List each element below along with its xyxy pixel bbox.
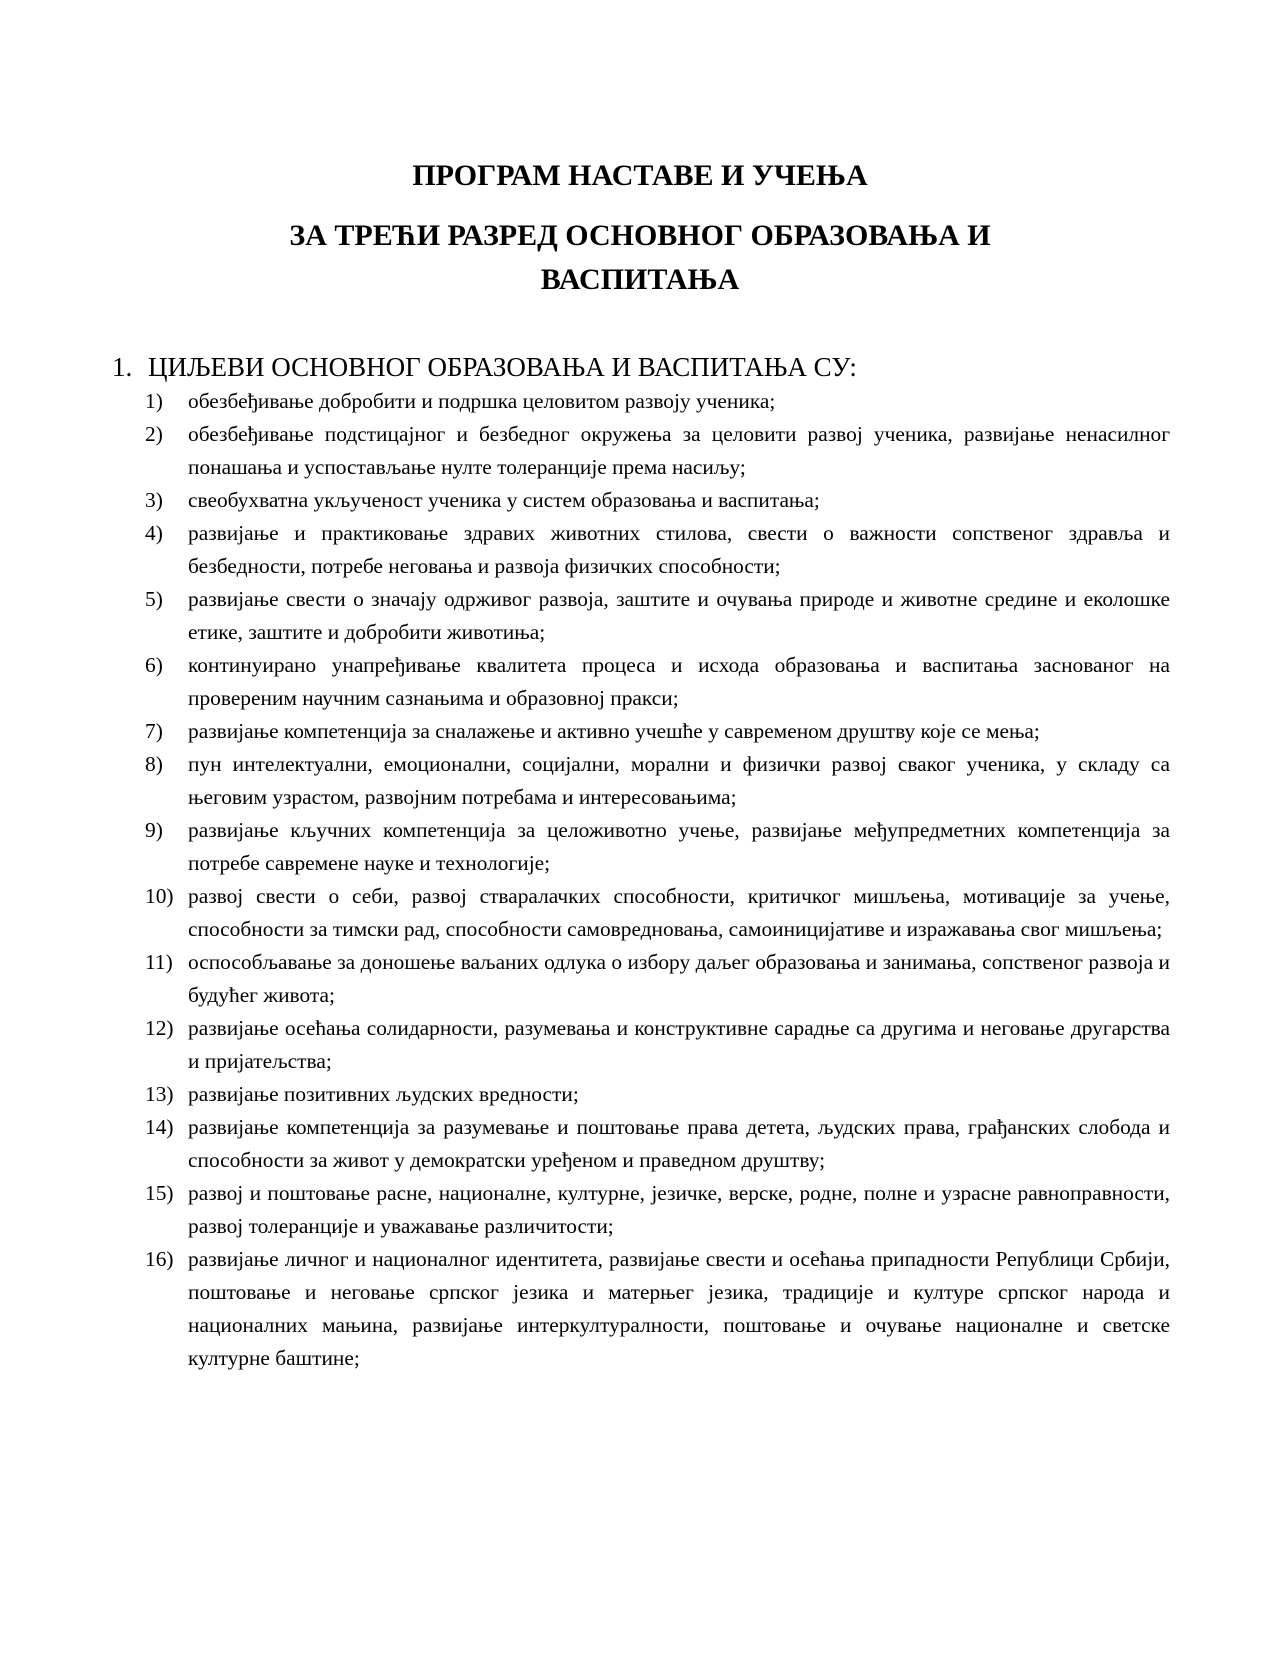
list-item (145, 946, 1170, 1012)
list-item-text: развој и поштовање расне, националне, културне, језичке, верске, родне, полне и узрасне равноправности, развој толеранције и уважавање различитости; (188, 1181, 1170, 1238)
title-line-2: ЗА ТРЕЋИ РАЗРЕД ОСНОВНОГ ОБРАЗОВАЊА И ВАСПИТАЊА (289, 219, 991, 296)
list-item (145, 1012, 1170, 1078)
list-item (145, 649, 1170, 715)
list-item (145, 484, 1170, 517)
list-item-number: 8) (145, 752, 163, 776)
list-item-text: свеобухватна укљученост ученика у систем образовања и васпитања; (188, 488, 820, 512)
section-heading (112, 350, 857, 384)
section-number: 1. (112, 352, 133, 382)
list-item-text: оспособљавање за доношење ваљаних одлука о избору даљег образовања и занимања, сопственог развоја и будућег живота; (188, 950, 1170, 1007)
list-item-number: 4) (145, 521, 163, 545)
list-item-number: 11) (145, 950, 173, 974)
list-item-number: 6) (145, 653, 163, 677)
list-item-text: обезбеђивање подстицајног и безбедног окружења за целовити развој ученика, развијање ненасилног понашања и успостављање нулте толеранције према насиљу; (188, 422, 1170, 479)
list-item-text: развијање кључних компетенција за целоживотно учење, развијање међупредметних компетенција за потребе савремене науке и технологије; (188, 818, 1170, 875)
title-line-1: ПРОГРАМ НАСТАВЕ И УЧЕЊА (412, 159, 868, 192)
list-item-text: пун интелектуални, емоционални, социјални, морални и физички развој сваког ученика, у складу са његовим узрастом, развојним потребама и интересовањима; (188, 752, 1170, 809)
list-item-number: 13) (145, 1082, 174, 1106)
list-item-number: 7) (145, 719, 163, 743)
list-item-text: развијање и практиковање здравих животних стилова, свести о важности сопственог здравља и безбедности, потребе неговања и развоја физичких способности; (188, 521, 1170, 578)
list-item (145, 880, 1170, 946)
list-item (145, 1243, 1170, 1375)
list-item (145, 583, 1170, 649)
list-item (145, 517, 1170, 583)
list-item (145, 748, 1170, 814)
list-item (145, 1111, 1170, 1177)
list-item (145, 418, 1170, 484)
list-item-text: обезбеђивање добробити и подршка целовитом развоју ученика; (188, 389, 776, 413)
list-item-text: развијање личног и националног идентитета, развијање свести и осећања припадности Републици Србији, поштовање и неговање српског језика и матерњег језика, традиције и културе српског народа и националних мањина, развијање интеркултуралности, поштовање и очување националне и светске културне баштине; (188, 1247, 1170, 1370)
list-item-text: развијање компетенција за сналажење и активно учешће у савременом друштву које се мења; (188, 719, 1040, 743)
document-title (0, 158, 1280, 302)
list-item-number: 16) (145, 1247, 174, 1271)
list-item-text: развијање свести о значају одрживог развоја, заштите и очувања природе и животне средине и еколошке етике, заштите и добробити животиња; (188, 587, 1170, 644)
list-item-number: 9) (145, 818, 163, 842)
list-item-text: континуирано унапређивање квалитета процеса и исхода образовања и васпитања заснованог на провереним научним сазнањима и образовној пракси; (188, 653, 1170, 710)
section-heading-text: ЦИЉЕВИ ОСНОВНОГ ОБРАЗОВАЊА И ВАСПИТАЊА СУ: (148, 352, 857, 382)
list-item-number: 14) (145, 1115, 174, 1139)
list-item-number: 2) (145, 422, 163, 446)
list-item-text: развијање компетенција за разумевање и поштовање права детета, људских права, грађанских слобода и способности за живот у демократски уређеном и праведном друштву; (188, 1115, 1170, 1172)
list-item (145, 814, 1170, 880)
list-item-number: 12) (145, 1016, 174, 1040)
list-item (145, 385, 1170, 418)
list-item-number: 10) (145, 884, 174, 908)
list-item (145, 715, 1170, 748)
list-item-number: 5) (145, 587, 163, 611)
list-item (145, 1078, 1170, 1111)
list-item-number: 3) (145, 488, 163, 512)
list-item-number: 1) (145, 389, 163, 413)
list-item-number: 15) (145, 1181, 174, 1205)
list-item-text: развијање позитивних људских вредности; (188, 1082, 579, 1106)
goals-list (145, 385, 1170, 1375)
list-item (145, 1177, 1170, 1243)
list-item-text: развијање осећања солидарности, разумевања и конструктивне сарадње са другима и неговање другарства и пријатељства; (188, 1016, 1170, 1073)
list-item-text: развој свести о себи, развој стваралачких способности, критичког мишљења, мотивације за учење, способности за тимски рад, способности самовредновања, самоиницијативе и изражавања свог мишљења; (188, 884, 1170, 941)
